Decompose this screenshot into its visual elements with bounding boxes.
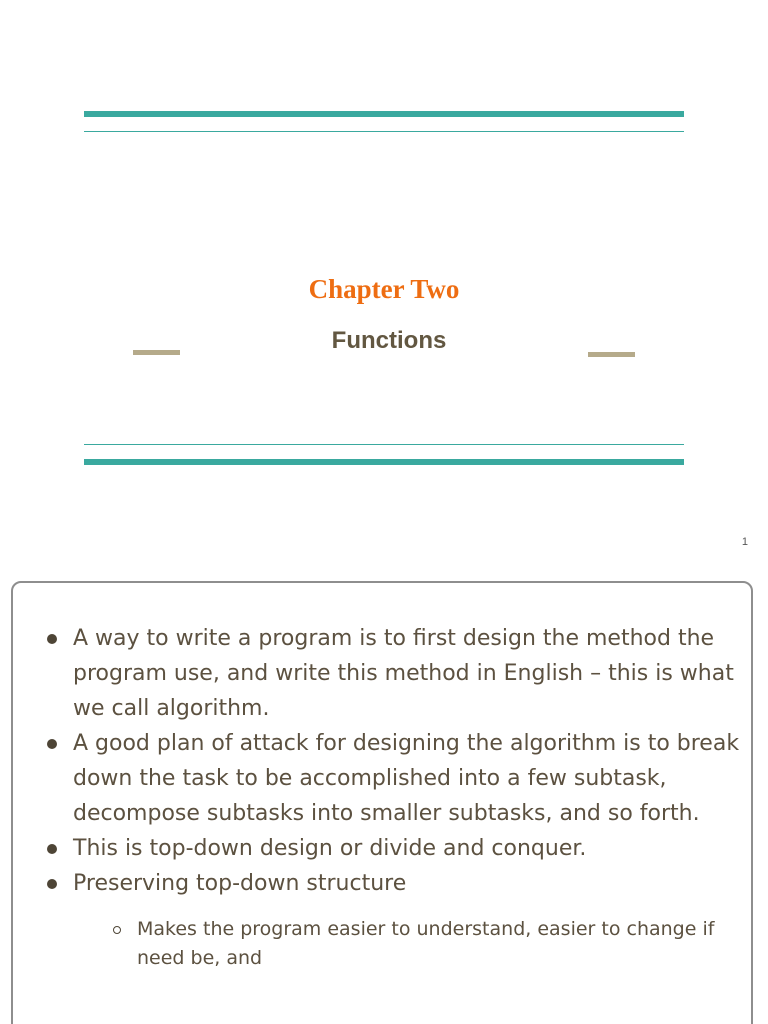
bullet-item-with-subitems: [43, 866, 743, 973]
bullet-item: A good plan of attack for designing the algorithm is to break down the task to be accomplished into a few subtask, decompose subtasks into smaller subtasks, and so forth.: [43, 726, 743, 831]
bullet-item: This is top-down design or divide and conquer.: [43, 831, 743, 866]
slide-subtitle: Functions: [331, 327, 447, 354]
bottom-thick-rule: [84, 459, 684, 465]
bottom-thin-rule: [84, 444, 684, 445]
content-slide: [11, 581, 753, 1024]
top-thin-rule: [84, 131, 684, 132]
bullet-item: A way to write a program is to first design the method the program use, and write this method in English – this is what we call algorithm.: [43, 621, 743, 726]
bullet-text: Preserving top-down structure: [73, 871, 407, 896]
page-number: 1: [741, 536, 748, 548]
slide-title: Chapter Two: [308, 274, 460, 304]
sub-bullet-list: [111, 915, 743, 973]
sub-bullet-item: Makes the program easier to understand, easier to change if need be, and: [111, 915, 743, 973]
bullet-list: [43, 621, 743, 973]
right-dash-decoration: [588, 352, 635, 357]
top-thick-rule: [84, 111, 684, 117]
